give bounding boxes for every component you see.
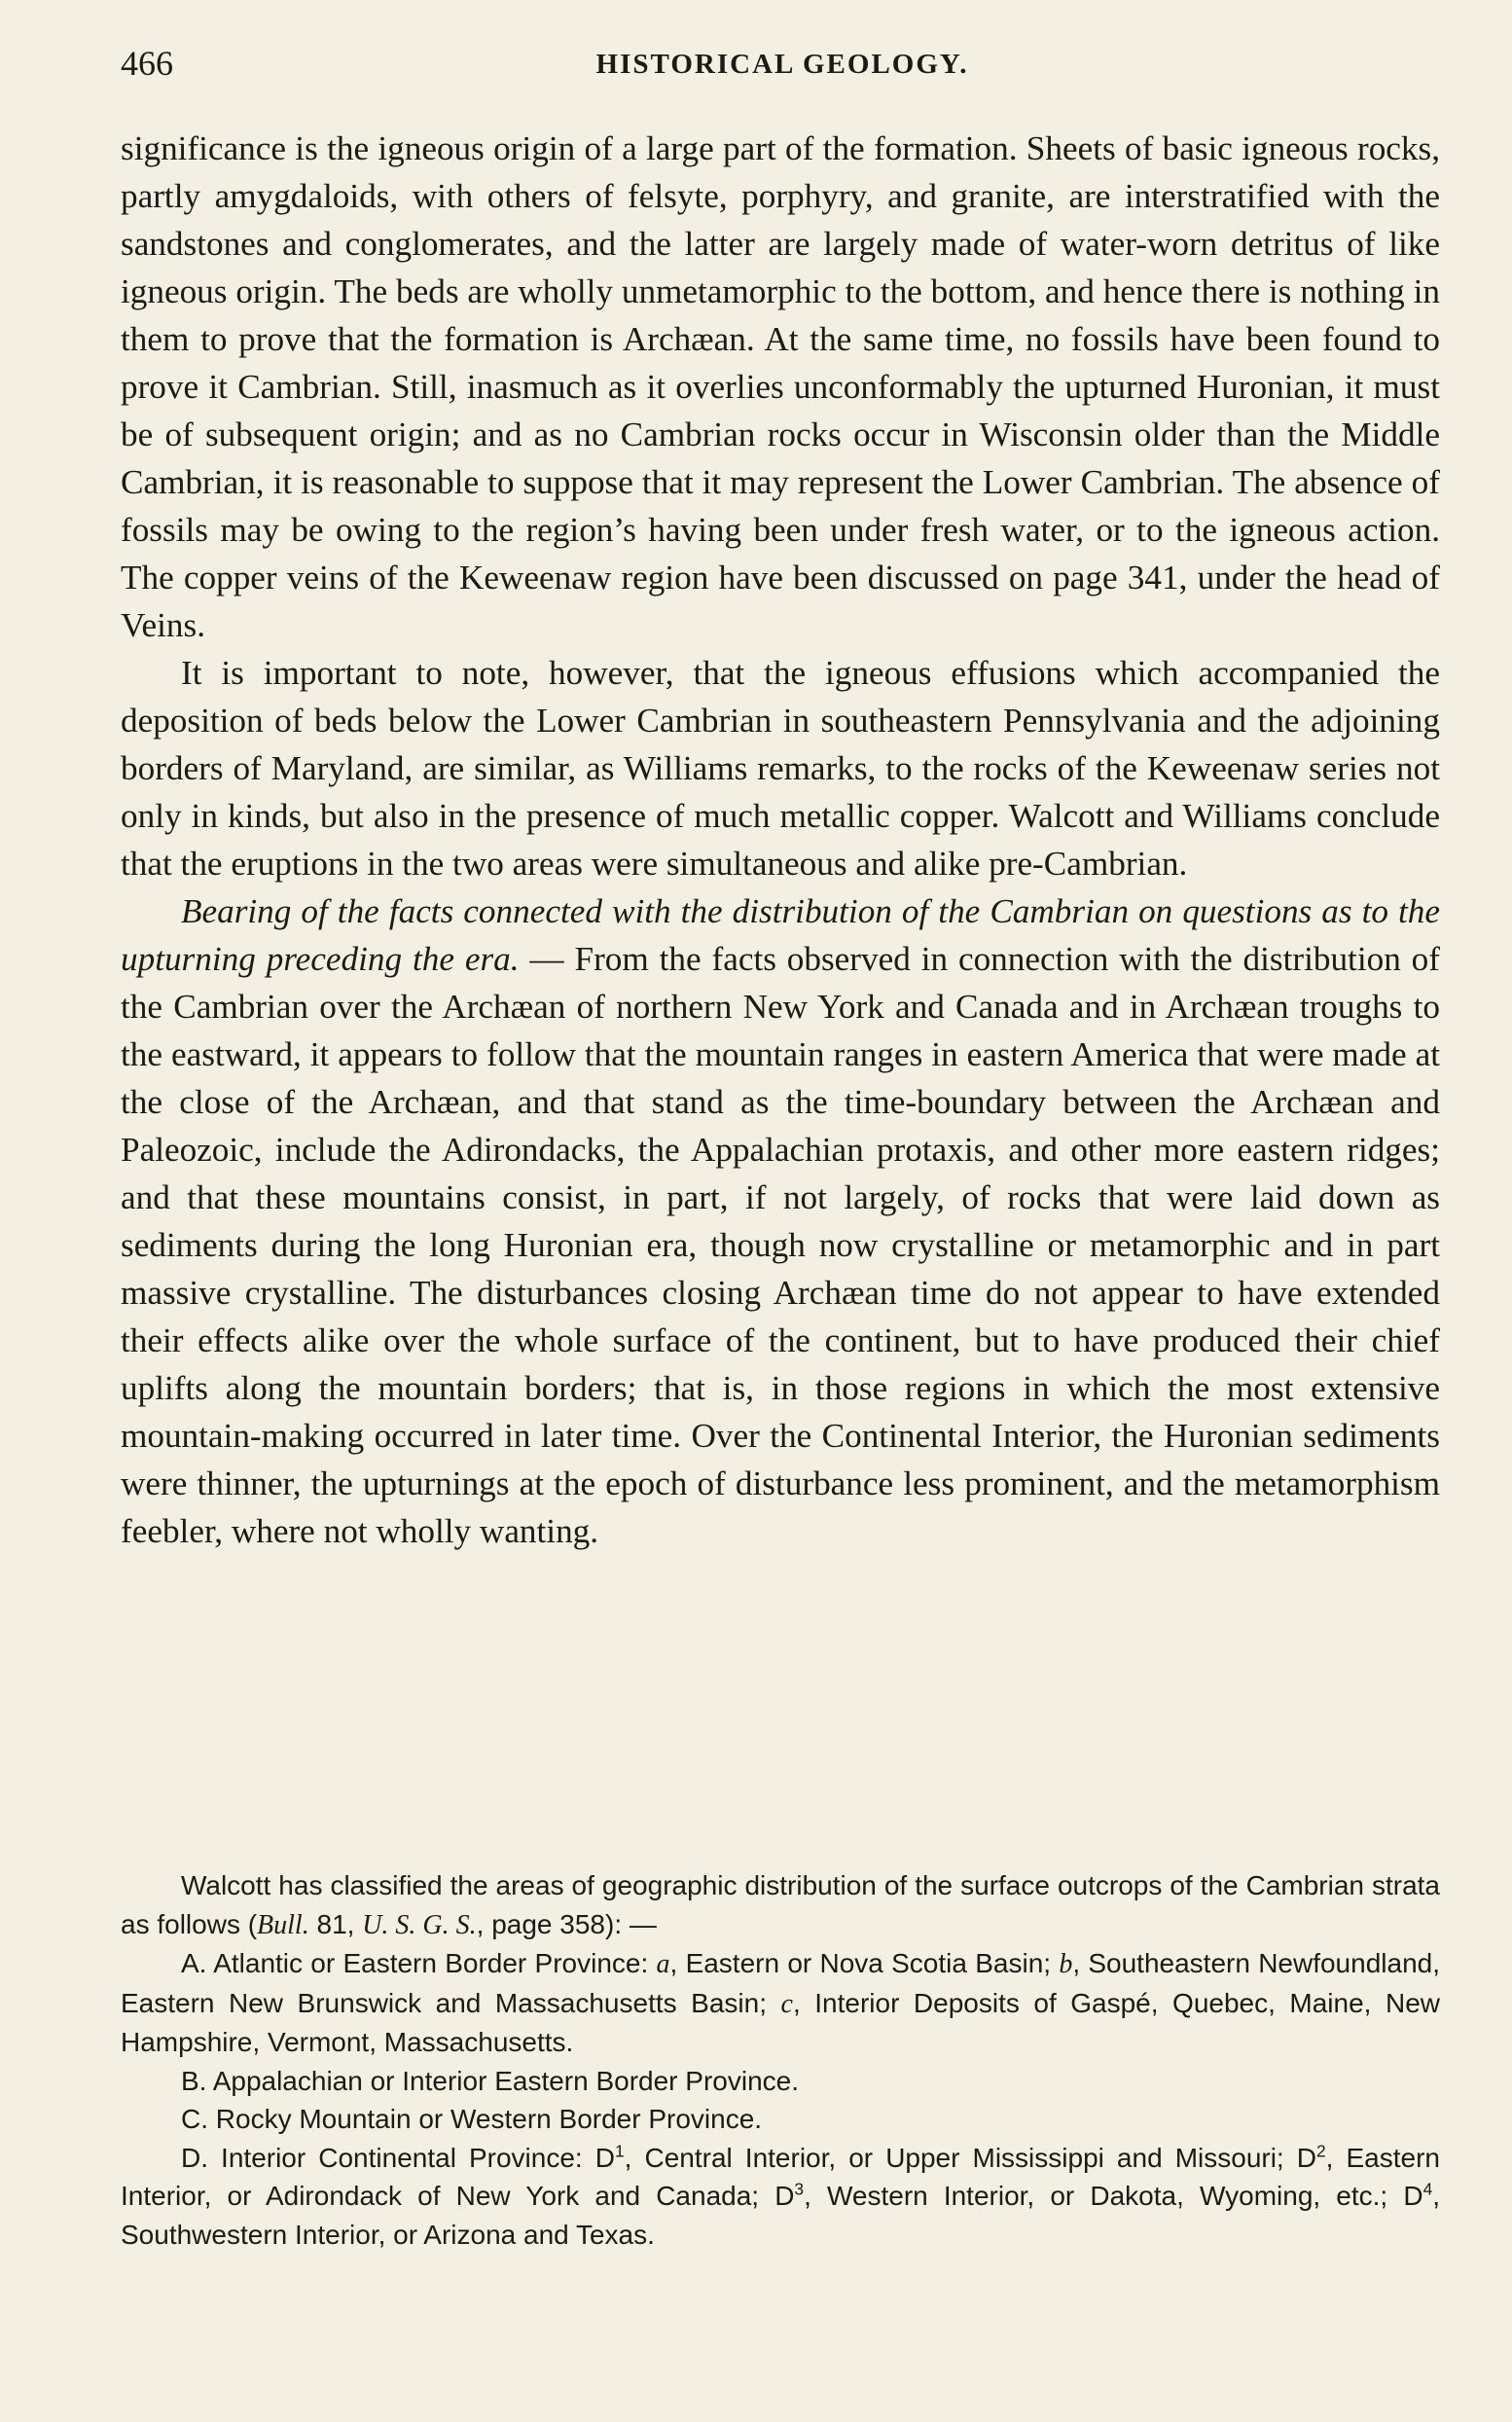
province-a-text-4: , Interior Deposits of Gaspé, Quebec, Maine, New Hampshire, Vermont, Massachusetts. [121,1987,1440,2057]
province-a-sub-a: a [656,1949,670,1979]
province-d [121,2139,1440,2255]
province-d-text-4: , Western Interior, or Dakota, Wyoming, etc.; D [804,2181,1423,2211]
section-heading: Bearing of the facts connected with the distribution of the Cambrian on questions as to the upturning preceding the era. [121,892,1440,978]
province-a-label: A. [181,1948,207,1978]
paragraph-2: It is important to note, however, that the igneous effusions which accompanied the deposition of beds below the Lower Cambrian in southeastern Pennsylvania and the adjoining borders of Maryland, are similar, as Williams remarks, to the rocks of the Keweenaw series not only in kinds, but also in the presence of much metallic copper. Walcott and Williams conclude that the eruptions in the two areas were simultaneous and alike pre-Cambrian. [121,654,1440,883]
page-number: 466 [121,44,173,83]
subregion-3-marker: 3 [794,2179,805,2199]
paragraph-3 [121,887,1440,1555]
province-d-text-5: , Southwestern Interior, or Arizona and Texas. [121,2181,1440,2250]
main-text [121,125,1440,1555]
province-a [121,1944,1440,2062]
citation-usgs: U. S. G. S. [362,1909,477,1940]
page-header [121,43,1444,91]
citation-bull: Bull. [257,1909,309,1940]
paragraph-1: significance is the igneous origin of a large part of the formation. Sheets of basic igneous rocks, partly amygdaloids, with others of felsyte, porphyry, and granite, are interstratified with the sandstones and conglomerates, and the latter are largely made of water-worn detritus of like igneous origin. The beds are wholly unmetamorphic to the bottom, and hence there is nothing in them to prove that the formation is Archæan. At the same time, no fossils have been found to prove it Cambrian. Still, inasmuch as it overlies unconformably the upturned Huronian, it must be of subsequent origin; and as no Cambrian rocks occur in Wisconsin older than the Middle Cambrian, it is reasonable to suppose that it may represent the Lower Cambrian. The absence of fossils may be owing to the region’s having been under fresh water, or to the igneous action. The copper veins of the Keweenaw region have been discussed on page 341, under the head of Veins. [121,129,1440,644]
province-d-text-2: , Central Interior, or Upper Mississippi and Missouri; D [624,2142,1316,2173]
province-d-text: D. Interior Continental Province: D [181,2142,615,2173]
subregion-1-marker: 1 [614,2141,625,2161]
notes-intro-text: Walcott has classified the areas of geographic distribution of the surface outcrops of the Cambrian strata as follows ( [121,1870,1440,1939]
subregion-4-marker: 4 [1422,2179,1433,2199]
paragraph-3-text: — From the facts observed in connection with the distribution of the Cambrian over the Archæan of northern New York and Canada and in Archæan troughs to the eastward, it appears to follow that the mountain ranges in eastern America that were made at the close of the Archæan, and that stand as the time-boundary between the Archæan and Paleozoic, include the Adirondacks, the Appalachian protaxis, and other more eastern ridges; and that these mountains consist, in part, if not largely, of rocks that were laid down as sediments during the long Huronian era, though now crystalline or metamorphic and in part massive crystalline. The disturbances closing Archæan time do not appear to have extended their effects alike over the whole surface of the continent, but to have produced their chief uplifts along the mountain borders; that is, in those regions in which the most extensive mountain-making occurred in later time. Over the Continental Interior, the Huronian sediments were thinner, the upturnings at the epoch of disturbance less prominent, and the metamorphism feebler, where not wholly wanting. [121,940,1440,1550]
province-a-sub-c: c [780,1988,793,2019]
province-d-text-3: , Eastern Interior, or Adirondack of New York and Canada; D [121,2142,1440,2211]
notes-intro-text-2: 81, [308,1908,363,1939]
province-a-text: Atlantic or Eastern Border Province: [206,1948,657,1978]
province-a-text-3: , Southeastern Newfoundland, Eastern New Brunswick and Massachusetts Basin; [121,1948,1440,2018]
province-b: B. Appalachian or Interior Eastern Border Province. [181,2065,800,2096]
province-c: C. Rocky Mountain or Western Border Province. [181,2104,763,2134]
notes-intro [121,1866,1440,1944]
notes-intro-text-3: , page 358): — [476,1908,657,1939]
province-a-text-2: , Eastern or Nova Scotia Basin; [669,1948,1060,1978]
subregion-2-marker: 2 [1316,2141,1326,2161]
footnote-block [121,1866,1440,2254]
province-a-sub-b: b [1059,1949,1073,1979]
running-head: HISTORICAL GEOLOGY. [595,49,969,80]
